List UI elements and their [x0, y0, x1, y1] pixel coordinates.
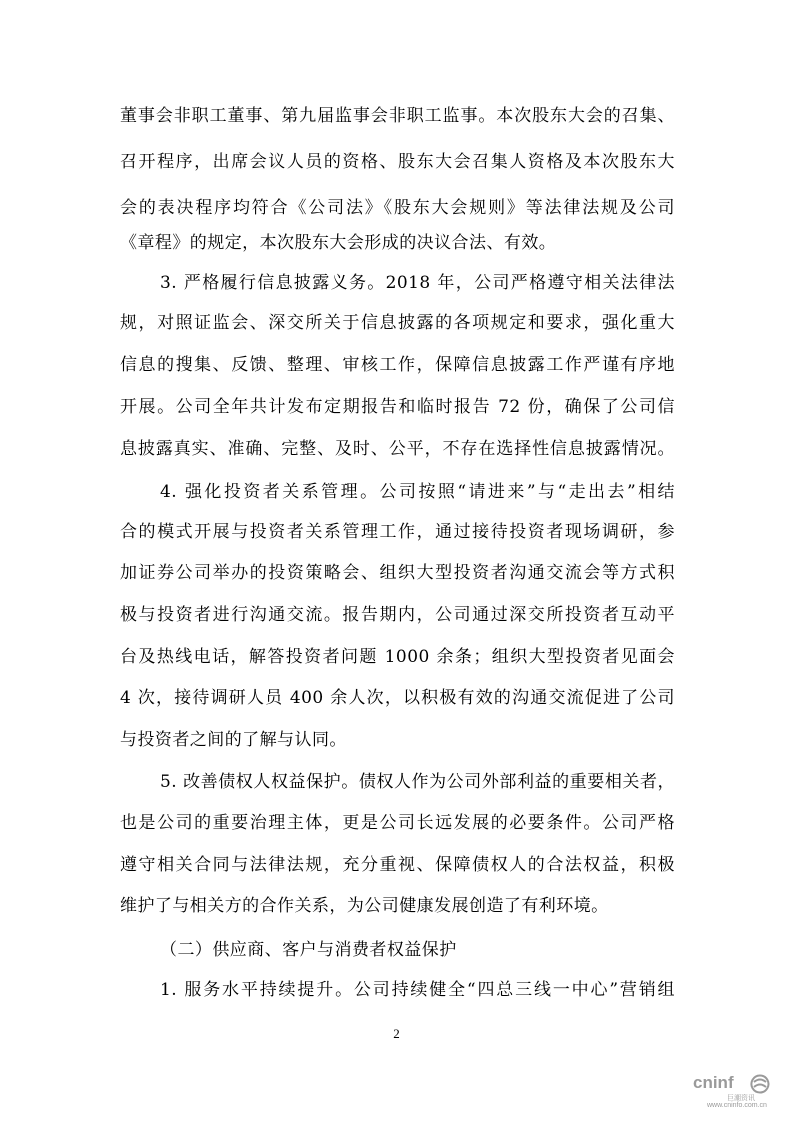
paragraph-line: 1. 服务水平持续提升。公司持续健全“四总三线一中心”营销组 — [160, 980, 675, 1000]
page-number: 2 — [393, 1026, 400, 1041]
paragraph-line: 与投资者之间的了解与认同。 — [120, 730, 347, 750]
paragraph-line: 加证券公司举办的投资策略会、组织大型投资者沟通交流会等方式积 — [120, 563, 675, 583]
paragraph-line: 极与投资者进行沟通交流。报告期内，公司通过深交所投资者互动平 — [120, 605, 675, 625]
paragraph-line: 息披露真实、准确、完整、及时、公平，不存在选择性信息披露情况。 — [120, 439, 675, 459]
paragraph-line: 合的模式开展与投资者关系管理工作，通过接待投资者现场调研，参 — [120, 522, 675, 542]
paragraph-line: 4. 强化投资者关系管理。公司按照“请进来”与“走出去”相结 — [160, 482, 675, 502]
watermark-brand-cn: 巨潮资讯 — [727, 1094, 755, 1102]
cninfo-logo-icon — [749, 1074, 771, 1094]
paragraph-line: 开展。公司全年共计发布定期报告和临时报告 72 份，确保了公司信 — [120, 397, 675, 417]
paragraph-line: 董事会非职工董事、第九届监事会非职工监事。本次股东大会的召集、 — [120, 106, 675, 126]
paragraph-line: 维护了与相关方的合作关系，为公司健康发展创造了有利环境。 — [120, 896, 609, 916]
watermark-brand: cninf — [693, 1073, 734, 1092]
paragraph-line: 信息的搜集、反馈、整理、审核工作，保障信息披露工作严谨有序地 — [120, 355, 675, 375]
paragraph-line: 4 次，接待调研人员 400 余人次，以积极有效的沟通交流促进了公司 — [120, 688, 675, 708]
cninfo-watermark — [693, 1073, 771, 1109]
paragraph-line: 也是公司的重要治理主体，更是公司长远发展的必要条件。公司严格 — [120, 813, 675, 833]
paragraph-line: 规，对照证监会、深交所关于信息披露的各项规定和要求，强化重大 — [120, 313, 675, 333]
paragraph-line: 遵守相关合同与法律法规，充分重视、保障债权人的合法权益，积极 — [120, 855, 675, 875]
section-heading: （二）供应商、客户与消费者权益保护 — [160, 940, 457, 960]
paragraph-line: 会的表决程序均符合《公司法》《股东大会规则》等法律法规及公司 — [120, 198, 675, 218]
paragraph-line: 《章程》的规定，本次股东大会形成的决议合法、有效。 — [120, 233, 557, 253]
paragraph-line: 3. 严格履行信息披露义务。2018 年，公司严格遵守相关法律法 — [160, 273, 675, 293]
paragraph-line: 台及热线电话，解答投资者问题 1000 余条；组织大型投资者见面会 — [120, 647, 675, 667]
paragraph-line: 召开程序，出席会议人员的资格、股东大会召集人资格及本次股东大 — [120, 152, 675, 172]
paragraph-line: 5. 改善债权人权益保护。债权人作为公司外部利益的重要相关者， — [160, 772, 675, 792]
watermark-url: www.cninfo.com.cn — [707, 1102, 767, 1109]
